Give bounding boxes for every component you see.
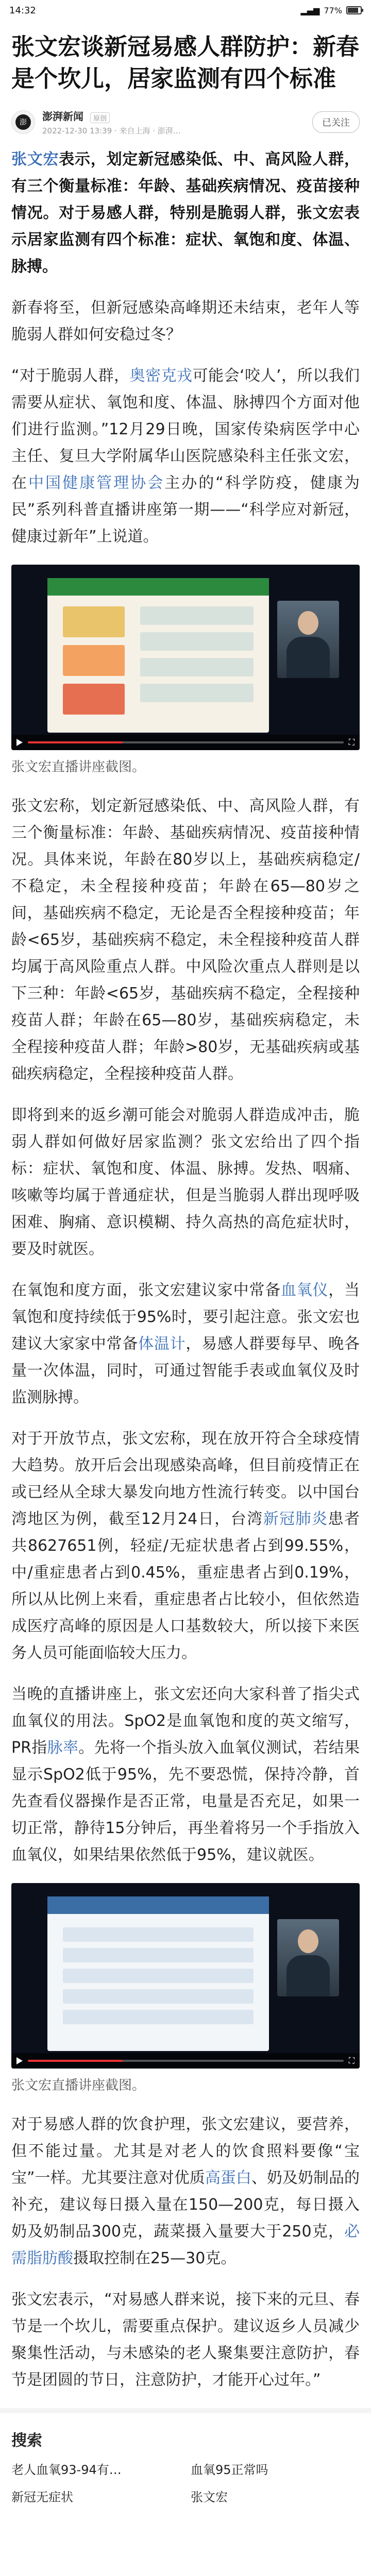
search-suggestion[interactable]: 血氧95正常吗 [191,2463,268,2477]
keyword-link-thermometer[interactable]: 体温计 [138,1335,186,1353]
battery-text: 77% [324,5,342,15]
keyword-link-association[interactable]: 中国健康管理协会 [28,474,165,492]
slide-box [63,645,125,676]
keyword-link-omicron[interactable]: 奥密克戎 [129,367,193,385]
article-header [0,21,371,100]
slide-screenshot [47,1896,269,2051]
battery-icon [346,6,362,14]
video-controls[interactable] [11,2053,360,2069]
paragraph [11,1426,360,1667]
paragraph-text: 可能会‘咬人’，所以我们需要从症状、氧饱和度、体温、脉搏四个方面对他们进行监测。”12月29日晚，国家传染病医学中心主任、复旦大学附属华山医院感染科主任张文宏，在 [11,367,360,492]
paragraph-text: 对于开放节点，张文宏称，现在放开符合全球疫情大趋势。放开后会出现感染高峰，但目前疫情正在或已经从全球大暴发向地方性流行转变。以中国台湾地区为例，截至12月24日，台湾 [11,1430,360,1528]
video-controls[interactable] [11,735,360,750]
slide-box [63,684,125,715]
signal-icon: ▂▄▆ [300,5,320,15]
lead-text: 表示，划定新冠感染低、中、高风险人群，有三个衡量标准：年龄、基础疾病情况、疫苗接种情况。对于易感人群，特别是脆弱人群，张文宏表示居家监测有四个标准：症状、氧饱和度、体温、脉搏。 [11,150,360,276]
keyword-link-covid[interactable]: 新冠肺炎 [263,1510,328,1528]
author-avatar[interactable] [11,110,35,134]
paragraph-text: 在氧饱和度方面，张文宏建议家中常备 [11,1281,281,1299]
keyword-link-protein[interactable]: 高蛋白 [205,2169,251,2187]
author-name[interactable]: 澎湃新闻 [42,110,83,123]
article-body [0,146,371,2394]
slide-box [63,1969,254,1983]
search-suggestions [11,2460,360,2505]
video-player[interactable] [11,565,360,750]
paragraph [11,363,360,550]
search-title: 搜索 [11,2432,42,2450]
paragraph-text: 患者共8627651例，轻症/无症状患者占到99.55%，中/重症患者占到0.45%，重症患者占到0.19%，所以从比例上来看，重症患者占比较小，但依然造成医疗高峰的原因是人口基数较大，所以接下来医务人员可能面临较大压力。 [11,1510,360,1662]
paragraph: 即将到来的返乡潮可能会对脆弱人群造成冲击，脆弱人群如何做好居家监测？张文宏给出了四个指标：症状、氧饱和度、体温、脉搏。发热、咽痛、咳嗽等均属于普通症状，但是当脆弱人群出现呼吸困难、胸痛、意识模糊、持久高热的高危症状时，要及时就医。 [11,1106,360,1258]
figure-caption: 张文宏直播讲座截图。 [11,759,146,775]
paragraph-lead [11,146,360,280]
progress-bar[interactable] [28,2060,344,2062]
paragraph: 张文宏表示，“对易感人群来说，接下来的元旦、春节是一个坎儿，需要重点保护。建议返乡人员减少聚集性活动，与未感染的老人聚集要注意防护，春节是团圆的节日，注意防护，才能开心过年。” [11,2291,360,2389]
slide-box [140,658,254,676]
presenter-thumbnail [277,601,339,678]
search-suggestion[interactable]: 老人血氧93-94有… [11,2463,122,2477]
paragraph [11,1681,360,1869]
paragraph-text: ，当氧饱和度持续低于95%时，要引起注意。张文宏也建议大家家中常备 [11,1281,360,1353]
slide-box [63,606,125,637]
paragraph: 张文宏称，划定新冠感染低、中、高风险人群，有三个衡量标准：年龄、基础疾病情况、疫苗接种情况。具体来说，年龄在80岁以上，基础疾病稳定/不稳定，未全程接种疫苗；年龄在65—80岁之间，基础疾病不稳定，无论是否全程接种疫苗；年龄<65岁，基础疾病不稳定，未全程接种疫苗人群均属于高风险重点人群。中风险次重点人群则是以下三种：年龄<65岁，基础疾病不稳定，全程接种疫苗人群；年龄在65—80岁，基础疾病稳定，未全程接种疫苗人群；年龄>80岁，无基础疾病或基础疾病稳定，全程接种疫苗人群。 [11,797,360,1083]
paragraph-text: 。先将一个指头放入血氧仪测试，若结果显示SpO2低于95%，先不要恐慌，保持冷静，首先查看仪器操作是否正常，电量是否充足，如果一切正常，静待15分钟后，再坐着将另一个手指放入血氧仪，如果结果依然低于95%，建议就医。 [11,1739,360,1864]
status-time: 14:32 [9,5,36,16]
paragraph-text: 对于易感人群的饮食护理，张文宏建议，要营养，但不能过量。尤其是对老人的饮食照料要像“宝宝”一样。尤其要注意对优质 [11,2115,360,2187]
presenter-thumbnail [277,1919,339,1996]
paragraph-text: “对于脆弱人群， [11,367,130,385]
slide-box [140,606,254,625]
slide-box [140,632,254,651]
author-row [0,100,371,146]
status-icons [301,6,362,15]
video-figure-2 [11,1883,360,2094]
slide-box [140,684,254,702]
status-bar [0,0,371,21]
keyword-link-pulse[interactable]: 脉率 [47,1739,79,1757]
video-player[interactable] [11,1883,360,2069]
paragraph-text: 、奶及奶制品的补充，建议每日摄入量在150—200克，每日摄入奶及奶制品300克，蔬菜摄入量要大于250克， [11,2169,360,2241]
author-meta [42,108,312,136]
follow-button[interactable]: 已关注 [312,111,360,133]
slide-header [47,578,269,596]
slide-screenshot [47,578,269,733]
video-figure-1 [11,565,360,775]
original-tag: 原创 [90,112,110,123]
play-icon[interactable] [16,739,23,746]
paragraph-text: 主办的“科学防疫，健康为民”系列科普直播讲座第一期——“科学应对新冠，健康过新年”上说道。 [11,474,360,546]
keyword-link-oximeter[interactable]: 血氧仪 [280,1281,329,1299]
play-icon[interactable] [16,2057,23,2064]
progress-bar[interactable] [28,741,344,743]
post-meta: 2022-12-30 13:39 · 来自上海 · 澎湃… [42,126,181,135]
slide-box [63,1948,254,1962]
figure-caption: 张文宏直播讲座截图。 [11,2078,146,2093]
keyword-link-fatty-acid[interactable]: 必需脂肪酸 [11,2223,360,2267]
paragraph: 新春将至，但新冠感染高峰期还未结束，老年人等脆弱人群如何安稳过冬？ [11,299,360,344]
paragraph-text: 当晚的直播讲座上，张文宏还向大家科普了指尖式血氧仪的用法。SpO2是血氧饱和度的英文缩写，PR指 [11,1685,360,1757]
search-suggestion[interactable]: 新冠无症状 [11,2490,73,2504]
slide-header [47,1896,269,1914]
lead-link[interactable]: 张文宏 [11,150,59,168]
fullscreen-icon[interactable]: ⛶ [348,737,355,747]
slide-box [63,1989,254,2004]
author-logo-icon: 澎 [15,114,31,130]
paragraph [11,1277,360,1411]
slide-box [63,2010,254,2024]
paragraph-text: 摄取控制在25—30克。 [73,2249,237,2267]
fullscreen-icon[interactable]: ⛶ [348,2056,355,2065]
related-search [0,2408,371,2515]
slide-box [63,1927,254,1942]
search-suggestion[interactable]: 张文宏 [191,2490,228,2504]
article-title: 张文宏谈新冠易感人群防护：新春是个坎儿，居家监测有四个标准 [11,33,360,92]
paragraph [11,2111,360,2272]
paragraph-text: ，易感人群要每早、晚各量一次体温，同时，可通过智能手表或血氧仪及时监测脉搏。 [11,1335,360,1406]
